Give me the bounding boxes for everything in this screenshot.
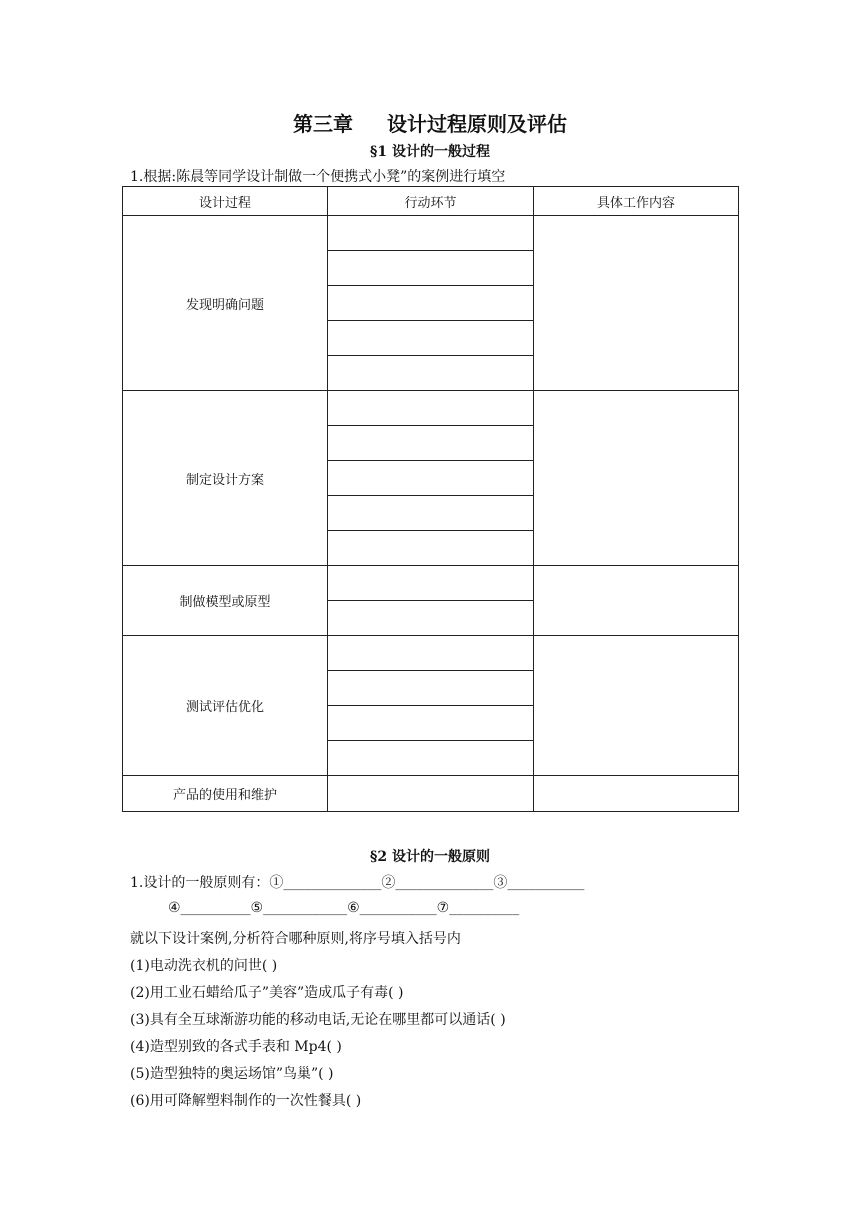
page-title	[0, 108, 860, 137]
header-action-steps: 行动环节	[328, 187, 534, 216]
list-item: (6)用可降解塑料制作的一次性餐具( )	[130, 1093, 362, 1109]
header-work-content: 具体工作内容	[534, 187, 739, 216]
content-cell[interactable]	[534, 636, 739, 776]
section1-heading: §1 设计的一般过程	[370, 144, 490, 160]
header-design-process: 设计过程	[123, 187, 328, 216]
list-item: (5)造型独特的奥运场馆”鸟巢”( )	[130, 1066, 334, 1082]
action-cell[interactable]	[328, 321, 534, 356]
action-cell[interactable]	[328, 216, 534, 251]
table-row	[123, 216, 739, 251]
chapter-name: 设计过程原则及评估	[387, 112, 567, 136]
design-process-table	[122, 186, 739, 812]
action-cell[interactable]	[328, 776, 534, 812]
list-item: (3)具有全互球渐游功能的移动电话,无论在哪里都可以通话( )	[130, 1012, 506, 1028]
stage-label-model: 制做模型或原型	[123, 566, 328, 636]
table-row	[123, 391, 739, 426]
action-cell[interactable]	[328, 741, 534, 776]
content-cell[interactable]	[534, 566, 739, 636]
content-cell[interactable]	[534, 391, 739, 566]
principles-line-1: 1.设计的一般原则有：①______________②______________③___________	[130, 875, 585, 891]
section1-instruction: 1.根据:陈晨等同学设计制做一个便携式小凳”的案例进行填空	[130, 169, 506, 185]
stage-label-find-problem: 发现明确问题	[123, 216, 328, 391]
section2-instruction: 就以下设计案例,分析符合哪种原则,将序号填入括号内	[130, 931, 461, 947]
action-cell[interactable]	[328, 496, 534, 531]
action-cell[interactable]	[328, 706, 534, 741]
action-cell[interactable]	[328, 356, 534, 391]
action-cell[interactable]	[328, 286, 534, 321]
content-cell[interactable]	[534, 776, 739, 812]
action-cell[interactable]	[328, 566, 534, 601]
table-row	[123, 776, 739, 812]
content-cell[interactable]	[534, 216, 739, 391]
list-item: (4)造型别致的各式手表和 Mp4( )	[130, 1039, 342, 1055]
action-cell[interactable]	[328, 391, 534, 426]
principles-line-2: ④__________⑤____________⑥___________⑦__________	[168, 900, 520, 916]
action-cell[interactable]	[328, 671, 534, 706]
chapter-number: 第三章	[293, 112, 353, 136]
stage-label-maintenance: 产品的使用和维护	[123, 776, 328, 812]
table-header-row	[123, 187, 739, 216]
table-row	[123, 636, 739, 671]
list-item: (2)用工业石蜡给瓜子”美容”造成瓜子有毒( )	[130, 985, 404, 1001]
action-cell[interactable]	[328, 461, 534, 496]
stage-label-design-plan: 制定设计方案	[123, 391, 328, 566]
action-cell[interactable]	[328, 251, 534, 286]
stage-label-test: 测试评估优化	[123, 636, 328, 776]
action-cell[interactable]	[328, 531, 534, 566]
action-cell[interactable]	[328, 636, 534, 671]
table-row	[123, 566, 739, 601]
section2-heading: §2 设计的一般原则	[370, 849, 490, 865]
action-cell[interactable]	[328, 601, 534, 636]
action-cell[interactable]	[328, 426, 534, 461]
list-item: (1)电动洗衣机的问世( )	[130, 958, 278, 974]
